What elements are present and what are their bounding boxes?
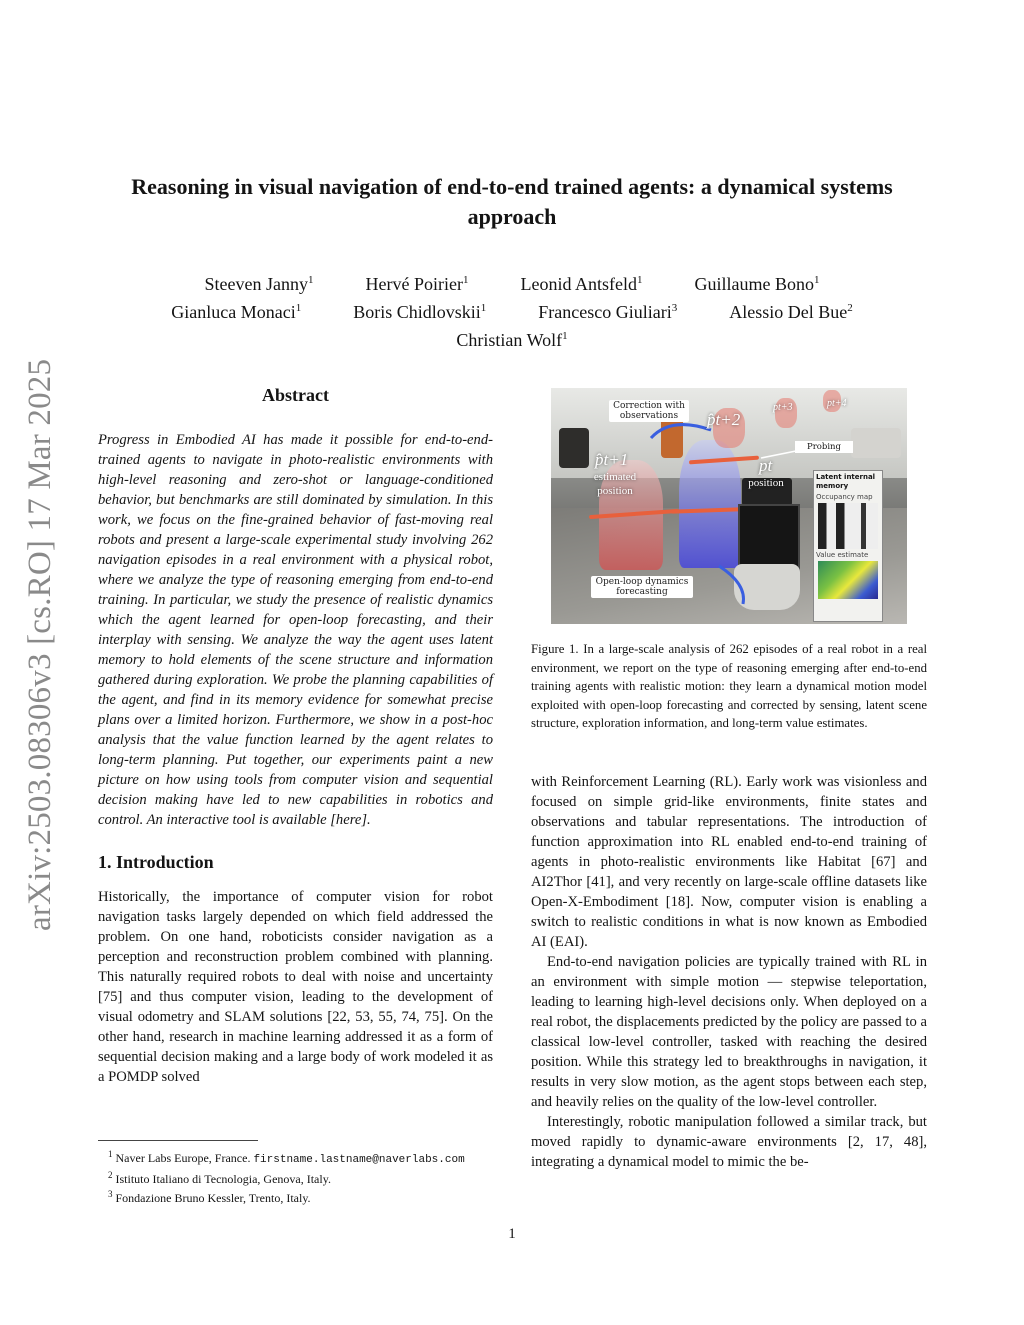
author: Steeven Janny$^1$ — [204, 274, 314, 294]
label-probing: Probing — [795, 441, 853, 453]
right-paragraph-3: Interestingly, robotic manipulation followed a similar track, but moved rapidly to dynamic-aware environments [2, 17, 48], integrating a dynamical model to mimic the be- — [531, 1114, 927, 1170]
author-row-3 — [100, 324, 924, 352]
intro-paragraph: Historically, the importance of computer vision for robot navigation tasks largely depended on which field addressed the problem. On one hand, roboticists consider navigation as a perception and reconstruction problem combined with planning. This naturally required robots to deal with noise and uncertainty [75] and thus computer vision, leading to the development of visual odometry and SLAM solutions [22, 53, 55, 74, 75]. On the other hand, research in machine learning addressed it as a form of sequential decision making and a large body of work modeled it as a POMDP solved — [98, 889, 493, 1085]
math-label-pt: pt — [759, 456, 773, 475]
footnote: $^1$ Naver Labs Europe, France. firstname.lastname@naverlabs.com — [108, 1149, 465, 1166]
right-paragraph-2: End-to-end navigation policies are typically trained with RL in an environment with simple motion — stepwise teleportation, leading to learning high-level decisions only. When deployed on a real robot, the displacements predicted by the policy are passed to a classical low-level controller, tasked with reaching the desired position. While this strategy led to breakthroughs in navigation, it results in very slow motion, as the agent stops between each step, and heavily relies on the quality of the low-level controller. — [531, 954, 927, 1110]
footnote: $^2$ Istituto Italiano di Tecnologia, Genova, Italy. — [108, 1170, 331, 1186]
footnote-rule — [98, 1140, 258, 1141]
math-label-p-hat-t2: p̂t+2 — [707, 410, 741, 429]
math-label-p-hat-t1: p̂t+1 — [595, 450, 629, 469]
value-estimate-map — [818, 561, 878, 599]
latent-memory-title: Latent internal memory — [816, 473, 876, 490]
right-paragraph-1: with Reinforcement Learning (RL). Early work was visionless and focused on simple grid-like environments, finite states and observations and tabular representations. The introduction of function approximation into RL enabled end-to-end training of agents in photo-realistic environments like Habitat [67] and AI2Thor [41], and very recently on large-scale offline datasets like Open-X-Embodiment [18]. Now, computer vision is enabling a switch to realistic conditions in what is now known as Embodied AI (EAI). — [531, 774, 927, 950]
label-correction-with-observations: Correction with observations — [609, 400, 689, 422]
label-open-loop-forecasting: Open-loop dynamics forecasting — [591, 576, 693, 598]
occupancy-map — [818, 503, 878, 549]
author: Boris Chidlovskii$^1$ — [353, 302, 487, 322]
author: Leonid Antsfeld$^1$ — [520, 274, 643, 294]
author: Hervé Poirier$^1$ — [365, 274, 469, 294]
math-label-pt3: pt+3 — [773, 402, 793, 413]
correction-arrow — [651, 425, 711, 438]
latent-memory-panel — [813, 470, 883, 622]
author: Gianluca Monaci$^1$ — [171, 302, 302, 322]
abstract-heading: Abstract — [262, 385, 329, 405]
author: Francesco Giuliari$^3$ — [538, 302, 678, 322]
math-label-pt4: pt+4 — [827, 398, 847, 409]
arxiv-stamp: arXiv:2503.08306v3 [cs.RO] 17 Mar 2025 — [22, 358, 58, 932]
author-row-2 — [100, 296, 924, 324]
paper-title: Reasoning in visual navigation of end-to-end trained agents: a dynamical systems approach — [131, 174, 893, 229]
author-row-1 — [100, 268, 924, 296]
author: Guillaume Bono$^1$ — [694, 274, 820, 294]
footnote: $^3$ Fondazione Bruno Kessler, Trento, Italy. — [108, 1189, 311, 1205]
author-list — [100, 268, 924, 352]
section-heading-introduction: 1. Introduction — [98, 852, 214, 872]
author: Christian Wolf$^1$ — [456, 330, 568, 350]
footnotes — [98, 1140, 498, 1206]
figure-1-caption: Figure 1. In a large-scale analysis of 262 episodes of a real robot in a real environment, we report on the type of reasoning emerging after end-to-end training agents with realistic motion: they learn a dynamical motion model exploited with open-loop forecasting and corrected by sensing, latent scene structure, exploration information, and long-term value estimates. — [531, 642, 927, 730]
left-column — [98, 385, 493, 1087]
label-position: position — [748, 477, 784, 489]
author: Alessio Del Bue$^2$ — [729, 302, 853, 322]
figure-1-image — [551, 388, 907, 624]
occupancy-map-label: Occupancy map — [816, 493, 873, 501]
label-estimated-position: estimated position — [593, 471, 637, 497]
footnote-email: firstname.lastname@naverlabs.com — [253, 1154, 465, 1166]
open-loop-arrow — [719, 566, 744, 604]
value-estimate-label: Value estimate — [816, 551, 869, 559]
right-column — [531, 772, 927, 1172]
abstract-text: Progress in Embodied AI has made it possible for end-to-end-trained agents to navigate in photo-realistic environments with high-level reasoning and zero-shot or language-conditioned behavior, but benchmarks are still dominated by simulation. In this work, we focus on the fine-grained behavior of fast-moving real robots and present a large-scale experimental study involving 262 navigation episodes in a real environment with a physical robot, where we analyze the type of reasoning emerging from end-to-end training. In particular, we study the presence of realistic dynamics which the agent learned for open-loop forecasting, and their interplay with sensing. We analyze the way the agent uses latent memory to hold elements of the scene structure and information gathered during exploration. We probe the planning capabilities of the agent, and find in its memory evidence for somewhat precise plans over a limited horizon. Furthermore, we show in a post-hoc analysis that the value function learned by the agent relates to long-term planning. Put together, our experiments paint a new picture on how using tools from computer vision and sequential decision making have led to new capabilities in robotics and control. An interactive tool is available [here]. — [98, 432, 493, 828]
page-number: 1 — [508, 1226, 516, 1242]
